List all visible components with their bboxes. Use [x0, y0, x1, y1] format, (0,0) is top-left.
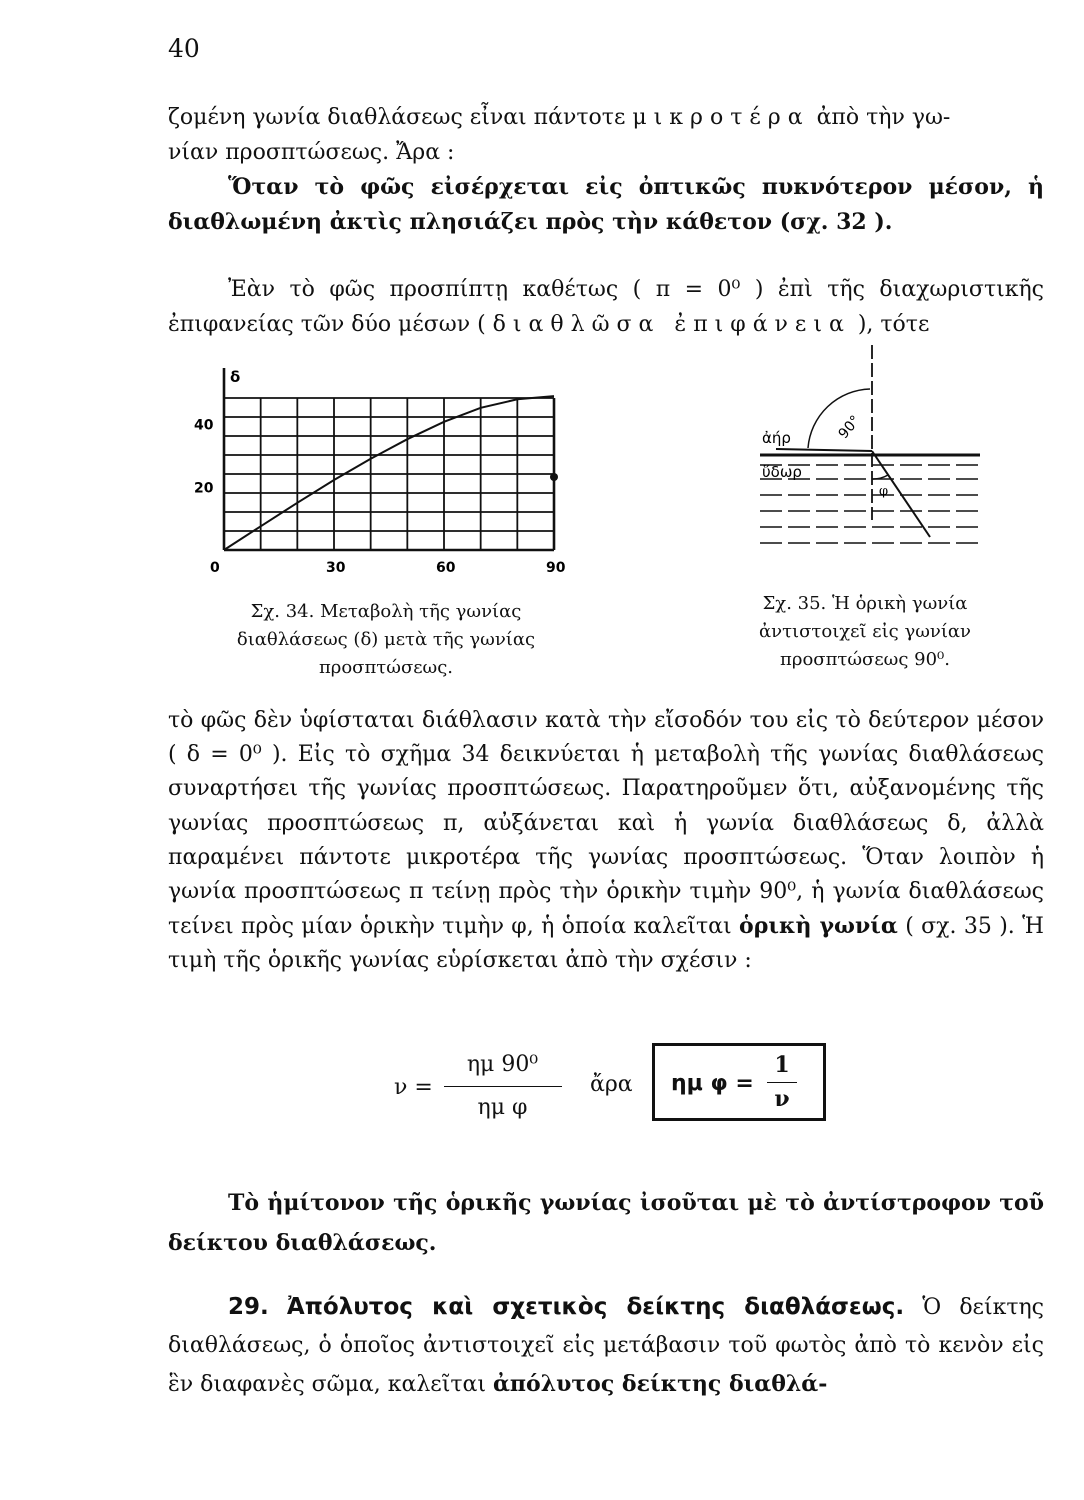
normal-incidence-paragraph — [168, 272, 1044, 342]
rule-statement: Ὅταν τὸ φῶς εἰσέρχεται εἰς ὀπτικῶς πυκνότερον μέσον, ἡ διαθλωμένη ἀκτὶς πλησιάζει πρὸς τὴν κάθετον (σχ. 32 ). — [168, 174, 1044, 235]
label-air: ἀήρ — [762, 429, 791, 447]
label-water: ὕδωρ — [762, 463, 802, 481]
section-number: 29. — [228, 1294, 269, 1320]
figure-35-caption: Σχ. 35. Ἡ ὁρικὴ γωνία ἀντιστοιχεῖ εἰς γωνίαν προσπτώσεως 90⁰. — [759, 593, 971, 670]
figure-34-caption: Σχ. 34. Μεταβολὴ τῆς γωνίας διαθλάσεως (δ) μετὰ τῆς γωνίας προσπτώσεως. — [236, 601, 536, 678]
section-29 — [168, 1288, 1044, 1404]
y-tick-label: 20 — [194, 480, 214, 497]
formula-connector: ἄρα — [590, 1072, 633, 1097]
boxed-fraction-bar — [767, 1082, 797, 1083]
normal-incidence-spaced: διαθλῶσα ἐπιφάνεια — [492, 312, 851, 337]
formula-numerator: ημ 90⁰ — [466, 1052, 539, 1077]
intro-paragraph — [168, 100, 1044, 240]
x-tick-label: 0 — [210, 560, 220, 576]
intro-line1-a: ζομένη γωνία διαθλάσεως εἶναι πάντοτε — [168, 105, 626, 130]
intro-line1-b: ἀπὸ τὴν γω- — [816, 105, 951, 130]
body-text: τὸ φῶς δὲν ὑφίσταται διάθλασιν κατὰ τὴν εἴσοδόν του εἰς τὸ δεύτερον μέσον ( δ = 0⁰ ). Εἰς τὸ σχῆμα 34 δεικνύεται ἡ μεταβολὴ τῆς γωνίας διαθλάσεως συναρτήσει τῆς γωνίας προσπτώσεως. Παρατηροῦμεν ὅτι, αὐξανομένης τῆς γωνίας προσπτώσεως π, αὐξάνεται καὶ ἡ γωνία διαθλάσεως δ, ἀλλὰ παραμένει πάντοτε μικροτέρα τῆς γωνίας προσπτώσεως. Ὅταν λοιπὸν ἡ γωνία προσπτώσεως π τείνῃ πρὸς τὴν ὁρικὴν τιμὴν 90⁰, ἡ γωνία διαθλάσεως τείνει πρὸς μίαν ὁρικὴν τιμὴν φ, ἡ ὁποία καλεῖται — [168, 708, 1044, 940]
x-tick-label: 30 — [326, 560, 346, 576]
refraction-curve — [224, 396, 554, 550]
boxed-formula — [652, 1043, 826, 1121]
label-90-degrees: 90° — [835, 412, 864, 443]
boxed-formula-numerator: 1 — [774, 1052, 790, 1078]
boxed-formula-denominator: ν — [774, 1086, 790, 1112]
figure-34-chart — [186, 365, 576, 580]
incidence-arc — [808, 389, 870, 448]
body-text-end: ( σχ. 35 ). Ἡ τιμὴ τῆς ὁρικῆς γωνίας εὑρίσκεται ἀπὸ τὴν σχέσιν : — [168, 914, 1044, 974]
formula-lhs: ν = — [394, 1075, 433, 1100]
asymptote-marker — [550, 473, 558, 481]
intro-line2: νίαν προσπτώσεως. Ἄρα : — [168, 140, 455, 165]
normal-incidence-text-a: Ἐὰν τὸ φῶς προσπίπτῃ καθέτως ( π = 0⁰ ) ἐπὶ τῆς διαχωριστικῆς ἐπιφανείας τῶν δύο μέσων ( — [168, 277, 1044, 337]
chart-grid — [224, 398, 554, 550]
intro-line1-spaced: μικροτέρα — [632, 105, 810, 130]
x-tick-label: 60 — [436, 560, 456, 576]
y-axis-label: δ — [230, 368, 241, 386]
body-paragraph — [168, 704, 1044, 979]
section-title: Ἀπόλυτος καὶ σχετικὸς δείκτης διαθλάσεως. — [286, 1294, 905, 1320]
figure-35-diagram — [740, 345, 990, 560]
page-number: 40 — [168, 34, 200, 63]
x-tick-label: 90 — [546, 560, 566, 576]
chart-axes — [224, 368, 558, 550]
boxed-formula-lhs: ημ φ = — [671, 1071, 754, 1096]
section-text: Ὁ δείκτης διαθλάσεως, ὁ ὁποῖος ἀντιστοιχεῖ εἰς μετάβασιν τοῦ φωτὸς ἀπὸ τὸ κενὸν εἰς ἓν διαφανὲς σῶμα, καλεῖται — [168, 1295, 1045, 1397]
normal-incidence-text-b: ), τότε — [857, 312, 930, 337]
conclusion-statement: Τὸ ἡμίτονον τῆς ὁρικῆς γωνίας ἰσοῦται μὲ τὸ ἀντίστροφον τοῦ δείκτου διαθλάσεως. — [168, 1190, 1044, 1256]
section-bold-end: ἀπόλυτος δείκτης διαθλά- — [492, 1371, 828, 1397]
body-bold-term: ὁρικὴ γωνία — [739, 913, 898, 940]
chart-marks — [224, 396, 554, 550]
formula-fraction-bar — [444, 1086, 562, 1087]
chart-labels — [194, 368, 566, 576]
y-tick-label: 40 — [194, 417, 214, 434]
label-phi: φ — [879, 484, 889, 499]
incident-ray — [776, 449, 872, 451]
formula-denominator: ημ φ — [477, 1095, 528, 1120]
